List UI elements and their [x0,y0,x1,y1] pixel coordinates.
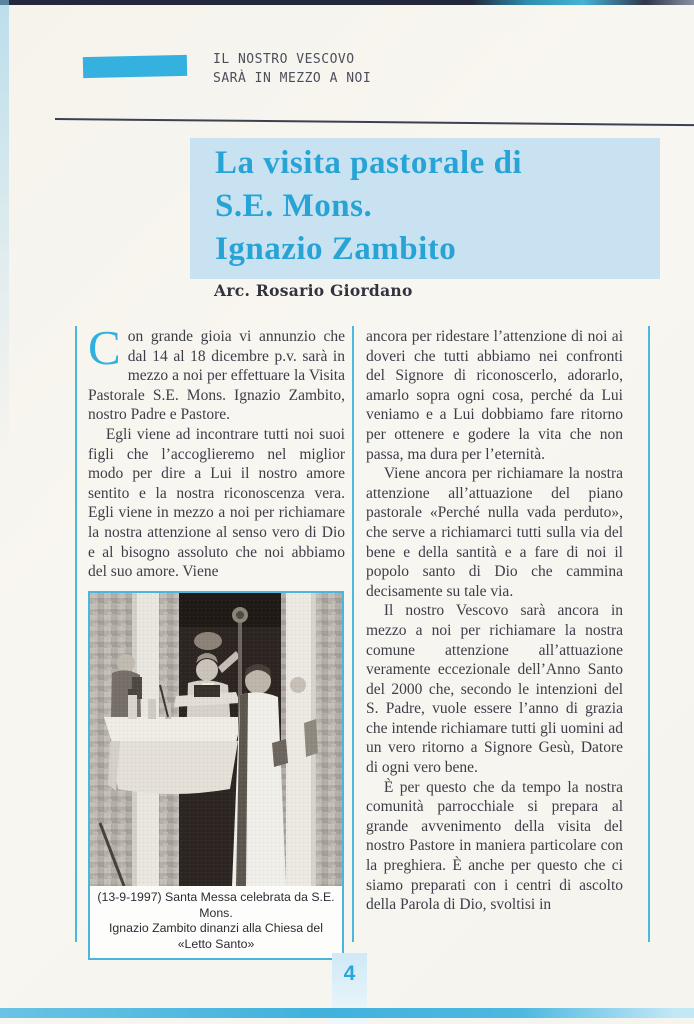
article-author: Arc. Rosario Giordano [214,281,413,300]
kicker-line2: SARÀ IN MEZZO A NOI [213,71,372,86]
photo-caption-line1: (13-9-1997) Santa Messa celebrata da S.E. Mons. [97,890,335,920]
column-rule-right [648,326,650,942]
paragraph-3: ancora per ridestare l’attenzione di noi ai doveri che tutti abbiamo nei confronti del Signore di riconoscerlo, adorarlo, amarlo sopra ogni cosa, perché da Lui veniamo e a Lui dobbiamo fare ritorno per ottenere e godere la vita che non passa, ma dura per l’eternità. [366,328,623,463]
kicker [213,50,371,88]
article-column-1 [88,320,345,582]
column-rule-middle [352,326,354,942]
article-title-block [190,138,660,279]
scan-bottom-edge [0,1008,694,1018]
mass-photo [90,593,342,886]
title-line3: Ignazio Zambito [215,231,457,267]
paragraph-4: Viene ancora per richiamare la nostra attenzione all’attuazione del piano pastorale «Perché nulla vada perduto», che serve a richiamarci tutti sulla via del bene e della santità e a fare di noi il popolo santo di Dio che cammina decisamente su tale via. [366,465,623,600]
scan-left-edge [0,0,9,460]
header-rule [55,118,694,126]
kicker-accent-block [83,55,187,78]
article-column-2 [366,327,623,915]
paragraph-6: È per questo che da tempo la nostra comunità parrocchiale si prepara al grande avvenimento della visita del nostro Pastore in maniera particolare con la preghiera. È anche per questo che ci siamo preparati con i centri di ascolto della Parola di Dio, svoltisi in [366,778,623,914]
paragraph-5: Il nostro Vescovo sarà ancora in mezzo a noi per richiamare la nostra comune attenzione all’attuazione veramente eccezionale dell’Anno Santo del 2000 che, secondo le intenzioni del S. Padre, vuole essere l’anno di grazia che intende richiamare tutti gli uomini ad un vero ritorno a Signore Gesù, Datore di ogni vero bene. [366,602,623,777]
article-photo-figure [88,591,344,960]
title-line1: La visita pastorale di [215,145,523,181]
page-number: 4 [343,962,356,985]
photo-caption-line2: Ignazio Zambito dinanzi alla Chiesa del «Letto Santo» [109,921,323,951]
column-rule-left [75,326,77,942]
kicker-line1: IL NOSTRO VESCOVO [213,52,355,67]
paragraph-1 [88,320,345,425]
paragraph-2: Egli viene ad incontrare tutti noi suoi figli che l’accoglieremo nel miglior modo per dire a Lui il nostro amore sentito e la nostra riconoscenza vera. Egli viene in mezzo a noi per richiamare la nostra attenzione al senso vero di Dio e al bisogno assoluto che noi abbiamo del suo amore. Viene [88,425,345,581]
dropcap: C [88,320,121,375]
title-line2: S.E. Mons. [215,188,373,224]
scan-top-edge [0,0,694,5]
paragraph-1-text: on grande gioia vi annunzio che dal 14 al 18 dicembre p.v. sarà in mezzo a noi per effettuare la Visita Pastorale S.E. Mons. Ignazio Zambito, nostro Padre e Pastore. [88,328,345,424]
photo-caption [90,886,342,958]
